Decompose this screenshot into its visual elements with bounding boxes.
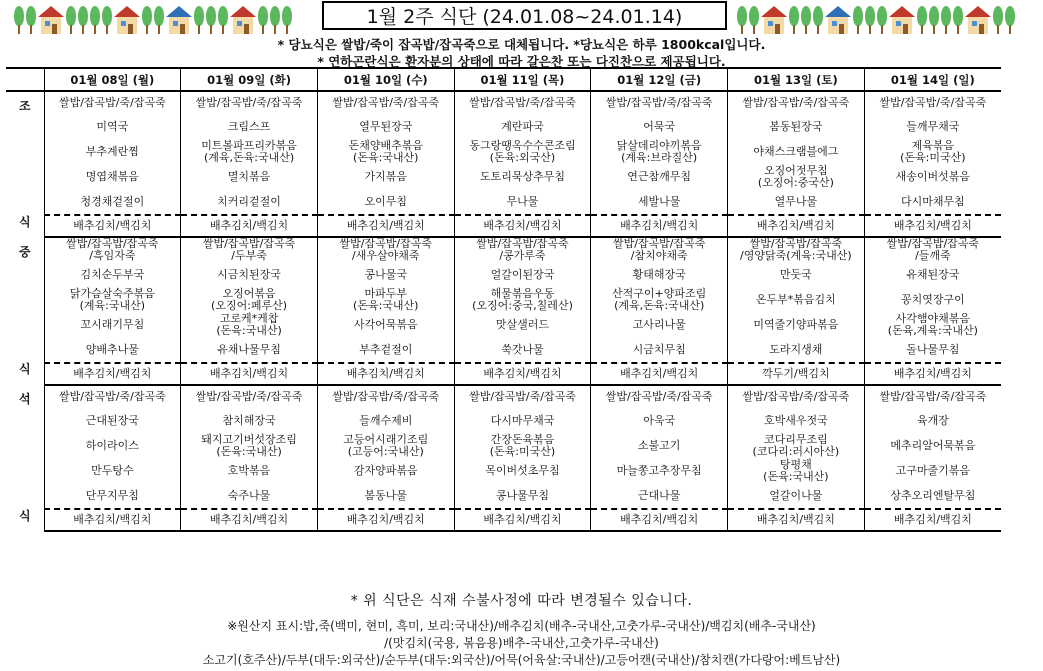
menu-row xyxy=(6,483,1001,509)
menu-row xyxy=(6,189,1001,215)
menu-row xyxy=(6,312,1001,337)
menu-dish-cell: 고로케*케찹 (돈육:국내산) xyxy=(181,312,318,337)
menu-dish-cell: 치커리겉절이 xyxy=(181,189,318,215)
menu-dish-cell: 쌀밥/잡곡밥/죽/잡곡죽 xyxy=(181,91,318,114)
menu-dish-cell: 배추김치/백김치 xyxy=(181,363,318,385)
menu-dish-cell: 쌀밥/잡곡밥/죽/잡곡죽 xyxy=(864,385,1001,408)
menu-row xyxy=(6,164,1001,189)
origin-line-3: 소고기(호주산)/두부(대두:외국산)/순두부(대두:외국산)/어묵(어육살:국내산)/고등어캔(국내산)/참치캔(가다랑어:베트남산) xyxy=(202,653,841,667)
house-icon xyxy=(889,6,915,34)
house-icon xyxy=(965,6,991,34)
menu-dish-cell: 김치순두부국 xyxy=(44,262,181,287)
menu-dish-cell: 돌나물무침 xyxy=(864,337,1001,363)
menu-dish-cell: 콩나물국 xyxy=(317,262,454,287)
menu-dish-cell: 배추김치/백김치 xyxy=(181,215,318,237)
menu-dish-cell: 배추김치/백김치 xyxy=(591,363,728,385)
menu-dish-cell: 어묵국 xyxy=(591,114,728,139)
menu-dish-cell: 쌀밥/잡곡밥/죽/잡곡죽 xyxy=(317,385,454,408)
meal-label-bottom: 식 xyxy=(18,508,31,523)
tree-icon xyxy=(749,6,759,34)
day-header-thu: 01월 11일 (목) xyxy=(454,68,591,91)
meal-label-bottom: 식 xyxy=(18,215,31,230)
menu-row xyxy=(6,433,1001,458)
menu-row xyxy=(6,385,1001,408)
menu-dish-cell: 쌀밥/잡곡밥/죽/잡곡죽 xyxy=(317,91,454,114)
tree-icon xyxy=(218,6,228,34)
menu-dish-cell: 콩나물무침 xyxy=(454,483,591,509)
menu-dish-cell: 열무나물 xyxy=(728,189,865,215)
corner-cell xyxy=(6,68,44,91)
menu-dish-cell: 쌀밥/잡곡밥/죽/잡곡죽 xyxy=(591,91,728,114)
menu-dish-cell: 쌀밥/잡곡밥/죽/잡곡죽 xyxy=(44,385,181,408)
menu-dish-cell: 깍두기/백김치 xyxy=(728,363,865,385)
page-title xyxy=(322,1,727,30)
tree-icon xyxy=(801,6,811,34)
note-diabetic: * 당뇨식은 쌀밥/죽이 잡곡밥/잡곡죽으로 대체됩니다. *당뇨식은 하루 1800kcal입니다. xyxy=(277,37,766,52)
menu-dish-cell: 명엽채볶음 xyxy=(44,164,181,189)
menu-row xyxy=(6,237,1001,262)
tree-icon xyxy=(877,6,887,34)
menu-dish-cell: 얼갈이나물 xyxy=(728,483,865,509)
day-header-tue: 01월 09일 (화) xyxy=(181,68,318,91)
house-icon xyxy=(230,6,256,34)
menu-row xyxy=(6,287,1001,312)
tree-icon xyxy=(737,6,747,34)
tree-icon xyxy=(26,6,36,34)
menu-dish-cell: 들깨수제비 xyxy=(317,408,454,433)
menu-dish-cell: 쌀밥/잡곡밥/잡곡죽 /흑임자죽 xyxy=(44,237,181,262)
tree-icon xyxy=(929,6,939,34)
day-header-sun: 01월 14일 (일) xyxy=(864,68,1001,91)
menu-dish-cell: 동그랑땡옥수수콘조림 (돈육:외국산) xyxy=(454,139,591,164)
menu-dish-cell: 배추김치/백김치 xyxy=(864,509,1001,531)
menu-dish-cell: 청경채겉절이 xyxy=(44,189,181,215)
menu-dish-cell: 제육볶음 (돈육:미국산) xyxy=(864,139,1001,164)
menu-dish-cell: 쌀밥/잡곡밥/죽/잡곡죽 xyxy=(454,91,591,114)
menu-row xyxy=(6,337,1001,363)
day-header-sat: 01월 13일 (토) xyxy=(728,68,865,91)
menu-dish-cell: 배추김치/백김치 xyxy=(591,509,728,531)
menu-dish-cell: 마늘쫑고추장무침 xyxy=(591,458,728,483)
menu-dish-cell: 시금치된장국 xyxy=(181,262,318,287)
menu-dish-cell: 소불고기 xyxy=(591,433,728,458)
tree-icon xyxy=(953,6,963,34)
tree-icon xyxy=(154,6,164,34)
menu-dish-cell: 쌀밥/잡곡밥/죽/잡곡죽 xyxy=(181,385,318,408)
menu-dish-cell: 쌀밥/잡곡밥/죽/잡곡죽 xyxy=(454,385,591,408)
tree-icon xyxy=(142,6,152,34)
menu-dish-cell: 배추김치/백김치 xyxy=(317,509,454,531)
menu-dish-cell: 계란파국 xyxy=(454,114,591,139)
menu-dish-cell: 쌀밥/잡곡밥/죽/잡곡죽 xyxy=(728,385,865,408)
menu-dish-cell: 하이라이스 xyxy=(44,433,181,458)
meal-label-bottom: 식 xyxy=(18,361,31,376)
day-header-row xyxy=(6,68,1001,91)
menu-table xyxy=(6,67,1001,532)
day-header-fri: 01월 12일 (금) xyxy=(591,68,728,91)
menu-dish-cell: 도토리묵상추무침 xyxy=(454,164,591,189)
tree-icon xyxy=(282,6,292,34)
house-icon xyxy=(761,6,787,34)
menu-dish-cell: 쌀밥/잡곡밥/잡곡죽 /영양닭죽(계육:국내산) xyxy=(728,237,865,262)
menu-dish-cell: 오징어볶음 (오징어:페루산) xyxy=(181,287,318,312)
tree-icon xyxy=(14,6,24,34)
menu-dish-cell: 도라지생채 xyxy=(728,337,865,363)
change-notice: * 위 식단은 식재 수불사정에 따라 변경될수 있습니다. xyxy=(350,593,693,609)
menu-row xyxy=(6,215,1001,237)
menu-dish-cell: 배추김치/백김치 xyxy=(454,363,591,385)
menu-dish-cell: 열무된장국 xyxy=(317,114,454,139)
tree-icon xyxy=(1005,6,1015,34)
menu-dish-cell: 근대된장국 xyxy=(44,408,181,433)
menu-dish-cell: 황태해장국 xyxy=(591,262,728,287)
menu-dish-cell: 근대나물 xyxy=(591,483,728,509)
menu-row xyxy=(6,91,1001,114)
menu-dish-cell: 코다리무조림 (코다리:러시아산) xyxy=(728,433,865,458)
day-header-wed: 01월 10일 (수) xyxy=(317,68,454,91)
tree-icon xyxy=(194,6,204,34)
menu-dish-cell: 사각어묵볶음 xyxy=(317,312,454,337)
tree-icon xyxy=(941,6,951,34)
menu-dish-cell: 배추김치/백김치 xyxy=(454,215,591,237)
menu-dish-cell: 메추리알어묵볶음 xyxy=(864,433,1001,458)
menu-dish-cell: 해물볶음우동 (오징어:중국,칠레산) xyxy=(454,287,591,312)
tree-icon xyxy=(853,6,863,34)
menu-dish-cell: 배추김치/백김치 xyxy=(728,215,865,237)
tree-icon xyxy=(865,6,875,34)
menu-dish-cell: 쌀밥/잡곡밥/죽/잡곡죽 xyxy=(44,91,181,114)
menu-dish-cell: 연근참깨무침 xyxy=(591,164,728,189)
menu-dish-cell: 고구마줄기볶음 xyxy=(864,458,1001,483)
menu-dish-cell: 무나물 xyxy=(454,189,591,215)
menu-dish-cell: 배추김치/백김치 xyxy=(454,509,591,531)
menu-dish-cell: 육개장 xyxy=(864,408,1001,433)
menu-dish-cell: 쌀밥/잡곡밥/잡곡죽 /참치야채죽 xyxy=(591,237,728,262)
menu-dish-cell: 쌀밥/잡곡밥/잡곡죽 /콩가루죽 xyxy=(454,237,591,262)
title-text: 1월 2주 식단 (24.01.08~24.01.14) xyxy=(366,6,683,28)
menu-dish-cell: 숙주나물 xyxy=(181,483,318,509)
menu-dish-cell: 만둣국 xyxy=(728,262,865,287)
menu-dish-cell: 새송이버섯볶음 xyxy=(864,164,1001,189)
menu-dish-cell: 단무지무침 xyxy=(44,483,181,509)
menu-dish-cell: 양배추나물 xyxy=(44,337,181,363)
menu-dish-cell: 미역줄기양파볶음 xyxy=(728,312,865,337)
menu-dish-cell: 꽁치엿장구이 xyxy=(864,287,1001,312)
house-icon xyxy=(166,6,192,34)
menu-row xyxy=(6,363,1001,385)
meal-label-top: 중 xyxy=(18,245,31,259)
menu-dish-cell: 시금치무침 xyxy=(591,337,728,363)
menu-dish-cell: 크림스프 xyxy=(181,114,318,139)
menu-dish-cell: 배추김치/백김치 xyxy=(44,509,181,531)
menu-dish-cell: 상추오리엔탈무침 xyxy=(864,483,1001,509)
menu-dish-cell: 부추겉절이 xyxy=(317,337,454,363)
menu-row xyxy=(6,114,1001,139)
menu-dish-cell: 얼갈이된장국 xyxy=(454,262,591,287)
menu-dish-cell: 목이버섯초무침 xyxy=(454,458,591,483)
menu-dish-cell: 야채스크램블에그 xyxy=(728,139,865,164)
menu-dish-cell: 마파두부 (돈육:국내산) xyxy=(317,287,454,312)
tree-icon xyxy=(90,6,100,34)
menu-dish-cell: 돼지고기버섯장조림 (돈육:국내산) xyxy=(181,433,318,458)
day-header-mon: 01월 08일 (월) xyxy=(44,68,181,91)
menu-dish-cell: 들깨무채국 xyxy=(864,114,1001,139)
menu-dish-cell: 간장돈육볶음 (돈육:미국산) xyxy=(454,433,591,458)
menu-dish-cell: 배추김치/백김치 xyxy=(864,363,1001,385)
menu-dish-cell: 꼬시래기무침 xyxy=(44,312,181,337)
meal-label xyxy=(6,385,44,531)
menu-dish-cell: 미역국 xyxy=(44,114,181,139)
menu-dish-cell: 호박새우젓국 xyxy=(728,408,865,433)
menu-dish-cell: 참치해장국 xyxy=(181,408,318,433)
tree-icon xyxy=(917,6,927,34)
house-icon xyxy=(825,6,851,34)
menu-dish-cell: 고사리나물 xyxy=(591,312,728,337)
menu-row xyxy=(6,509,1001,531)
menu-dish-cell: 멸치볶음 xyxy=(181,164,318,189)
menu-dish-cell: 배추김치/백김치 xyxy=(728,509,865,531)
decorative-village-right xyxy=(737,2,1037,34)
menu-dish-cell: 배추김치/백김치 xyxy=(44,363,181,385)
menu-dish-cell: 쌀밥/잡곡밥/잡곡죽 /새우살야채죽 xyxy=(317,237,454,262)
origin-line-1: ※원산지 표시:밥,죽(백미, 현미, 흑미, 보리:국내산)/배추김치(배추-국내산,고춧가루-국내산)/백김치(배추-국내산) xyxy=(227,619,816,633)
menu-dish-cell: 쌀밥/잡곡밥/죽/잡곡죽 xyxy=(728,91,865,114)
menu-dish-cell: 세발나물 xyxy=(591,189,728,215)
menu-dish-cell: 쌀밥/잡곡밥/잡곡죽 /들깨죽 xyxy=(864,237,1001,262)
note-dysphagia: * 연하곤란식은 환자분의 상태에 따라 갈은찬 또는 다진찬으로 제공됩니다. xyxy=(317,54,726,69)
tree-icon xyxy=(66,6,76,34)
menu-dish-cell: 산적구이+양파조림 (계육,돈육:국내산) xyxy=(591,287,728,312)
tree-icon xyxy=(78,6,88,34)
menu-dish-cell: 미트볼파프리카볶음 (계육,돈육:국내산) xyxy=(181,139,318,164)
menu-dish-cell: 배추김치/백김치 xyxy=(317,363,454,385)
menu-dish-cell: 탕평채 (돈육:국내산) xyxy=(728,458,865,483)
menu-dish-cell: 돈채양배추볶음 (돈육:국내산) xyxy=(317,139,454,164)
tree-icon xyxy=(206,6,216,34)
menu-row xyxy=(6,139,1001,164)
tree-icon xyxy=(993,6,1003,34)
meal-label-top: 석 xyxy=(18,392,31,406)
menu-dish-cell: 맛살샐러드 xyxy=(454,312,591,337)
tree-icon xyxy=(789,6,799,34)
menu-dish-cell: 유채나물무침 xyxy=(181,337,318,363)
tree-icon xyxy=(813,6,823,34)
menu-dish-cell: 감자양파볶음 xyxy=(317,458,454,483)
menu-dish-cell: 만두탕수 xyxy=(44,458,181,483)
menu-dish-cell: 배추김치/백김치 xyxy=(317,215,454,237)
house-icon xyxy=(114,6,140,34)
menu-dish-cell: 닭가슴살숙주볶음 (계육:국내산) xyxy=(44,287,181,312)
menu-dish-cell: 가지볶음 xyxy=(317,164,454,189)
menu-dish-cell: 쌀밥/잡곡밥/죽/잡곡죽 xyxy=(591,385,728,408)
house-icon xyxy=(38,6,64,34)
menu-row xyxy=(6,262,1001,287)
meal-label xyxy=(6,237,44,385)
menu-dish-cell: 쌀밥/잡곡밥/죽/잡곡죽 xyxy=(864,91,1001,114)
tree-icon xyxy=(270,6,280,34)
menu-dish-cell: 닭살데리야끼볶음 (계육:브라질산) xyxy=(591,139,728,164)
menu-dish-cell: 호박볶음 xyxy=(181,458,318,483)
menu-dish-cell: 배추김치/백김치 xyxy=(181,509,318,531)
menu-dish-cell: 오이무침 xyxy=(317,189,454,215)
menu-row xyxy=(6,408,1001,433)
menu-dish-cell: 유채된장국 xyxy=(864,262,1001,287)
menu-dish-cell: 사각햄야채볶음 (돈육,계육:국내산) xyxy=(864,312,1001,337)
menu-dish-cell: 온두부*볶음김치 xyxy=(728,287,865,312)
menu-dish-cell: 봄동된장국 xyxy=(728,114,865,139)
menu-dish-cell: 아욱국 xyxy=(591,408,728,433)
menu-dish-cell: 봄동나물 xyxy=(317,483,454,509)
menu-dish-cell: 배추김치/백김치 xyxy=(591,215,728,237)
origin-line-2: /(맛김치(국용, 볶음용)배추-국내산,고춧가루-국내산) xyxy=(384,636,659,650)
decorative-village-left xyxy=(14,2,314,34)
meal-label-top: 조 xyxy=(18,98,31,113)
tree-icon xyxy=(102,6,112,34)
menu-dish-cell: 배추김치/백김치 xyxy=(44,215,181,237)
menu-dish-cell: 쑥갓나물 xyxy=(454,337,591,363)
menu-dish-cell: 쌀밥/잡곡밥/잡곡죽 /두부죽 xyxy=(181,237,318,262)
menu-dish-cell: 배추김치/백김치 xyxy=(864,215,1001,237)
tree-icon xyxy=(258,6,268,34)
menu-dish-cell: 고등어시래기조림 (고등어:국내산) xyxy=(317,433,454,458)
menu-row xyxy=(6,458,1001,483)
meal-label xyxy=(6,91,44,237)
menu-dish-cell: 오징어젓무침 (오징어:중국산) xyxy=(728,164,865,189)
menu-dish-cell: 다시마채무침 xyxy=(864,189,1001,215)
menu-dish-cell: 다시마무채국 xyxy=(454,408,591,433)
menu-dish-cell: 부추계란찜 xyxy=(44,139,181,164)
